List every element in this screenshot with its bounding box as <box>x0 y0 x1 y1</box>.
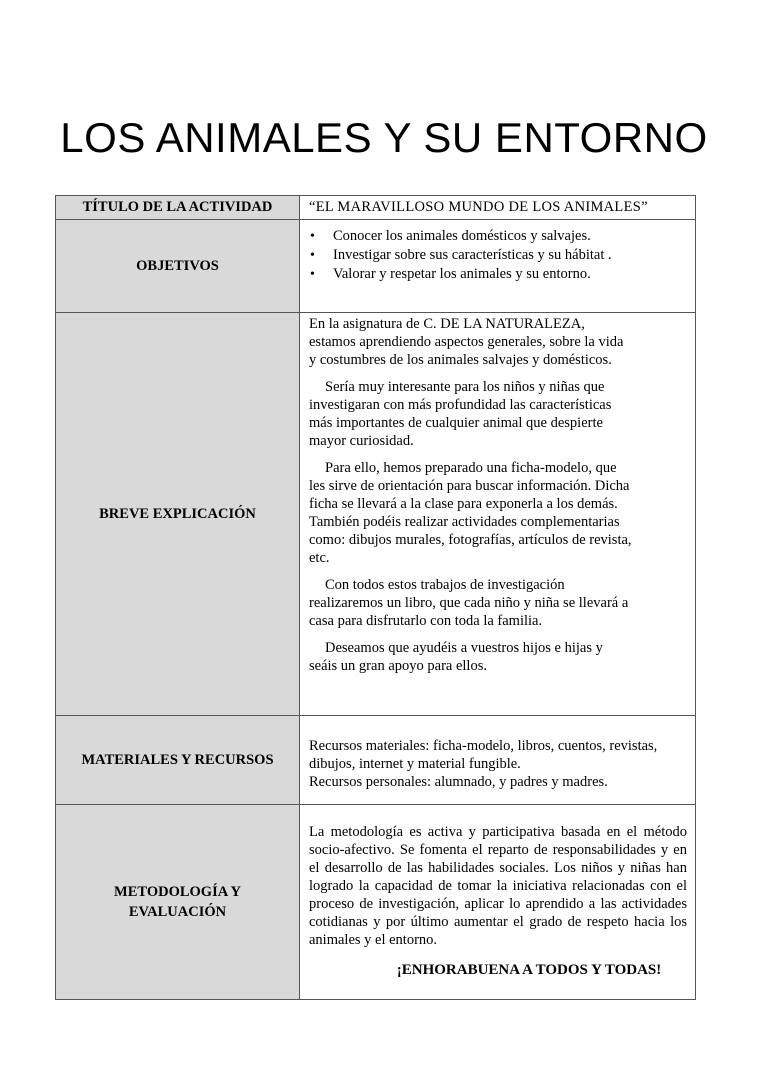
activity-table <box>55 195 696 1000</box>
explicacion-paragraph: En la asignatura de C. DE LA NATURALEZA, estamos aprendiendo aspectos generales, sobre la vida y costumbres de los animales salvajes y domésticos. <box>309 316 624 368</box>
metodologia-label: METODOLOGÍA Y EVALUACIÓN <box>56 805 300 1000</box>
list-item: • Investigar sobre sus características y su hábitat . <box>309 246 687 265</box>
table-row-metodologia <box>56 805 696 1000</box>
objetivos-list <box>309 220 687 290</box>
objetivos-label: OBJETIVOS <box>56 220 300 313</box>
explicacion-paragraph: Deseamos que ayudéis a vuestros hijos e hijas y seáis un gran apoyo para ellos. <box>309 640 603 674</box>
explicacion-content <box>300 313 696 716</box>
explicacion-paragraph: Sería muy interesante para los niños y niñas que investigaran con más profundidad las características más importantes de cualquier animal que despierte mayor curiosidad. <box>309 379 612 449</box>
explicacion-paragraph: Con todos estos trabajos de investigación realizaremos un libro, que cada niño y niña se llevará a casa para disfrutarlo con toda la familia. <box>309 577 629 629</box>
table-row-explicacion <box>56 313 696 716</box>
table-row-objetivos <box>56 220 696 313</box>
list-item: • Valorar y respetar los animales y su entorno. <box>309 265 687 284</box>
closing-message: ¡ENHORABUENA A TODOS Y TODAS! <box>396 962 662 978</box>
metodologia-text: La metodología es activa y participativa basada en el método socio-afectivo. Se fomenta el reparto de responsabilidades y en el desarrollo de las habilidades sociales. Los niños y niñas han logrado la capacidad de tomar la iniciativa relacionadas con el proceso de investigación, aplicar lo aprendido a las actividades cotidianas y por último aumentar el grado de respeto hacia los animales y el entorno. <box>309 824 687 948</box>
titulo-label: TÍTULO DE LA ACTIVIDAD <box>56 196 300 220</box>
metodologia-content <box>300 805 696 1000</box>
explicacion-label: BREVE EXPLICACIÓN <box>56 313 300 716</box>
objetivos-content <box>300 220 696 313</box>
materiales-text: Recursos materiales: ficha-modelo, libros, cuentos, revistas, dibujos, internet y material fungible. Recursos personales: alumnado, y padres y madres. <box>309 738 658 790</box>
page-title: LOS ANIMALES Y SU ENTORNO <box>60 114 708 161</box>
explicacion-paragraph: Para ello, hemos preparado una ficha-modelo, que les sirve de orientación para buscar información. Dicha ficha se llevará a la clase para exponerla a los demás. También podéis realizar actividades complementarias como: dibujos murales, fotografías, artículos de revista, etc. <box>309 460 632 566</box>
list-item: • Conocer los animales domésticos y salvajes. <box>309 227 687 246</box>
table-row-titulo <box>56 196 696 220</box>
table-row-materiales <box>56 716 696 805</box>
materiales-content <box>300 716 696 805</box>
titulo-value: “EL MARAVILLOSO MUNDO DE LOS ANIMALES” <box>300 196 696 220</box>
materiales-label: MATERIALES Y RECURSOS <box>56 716 300 805</box>
